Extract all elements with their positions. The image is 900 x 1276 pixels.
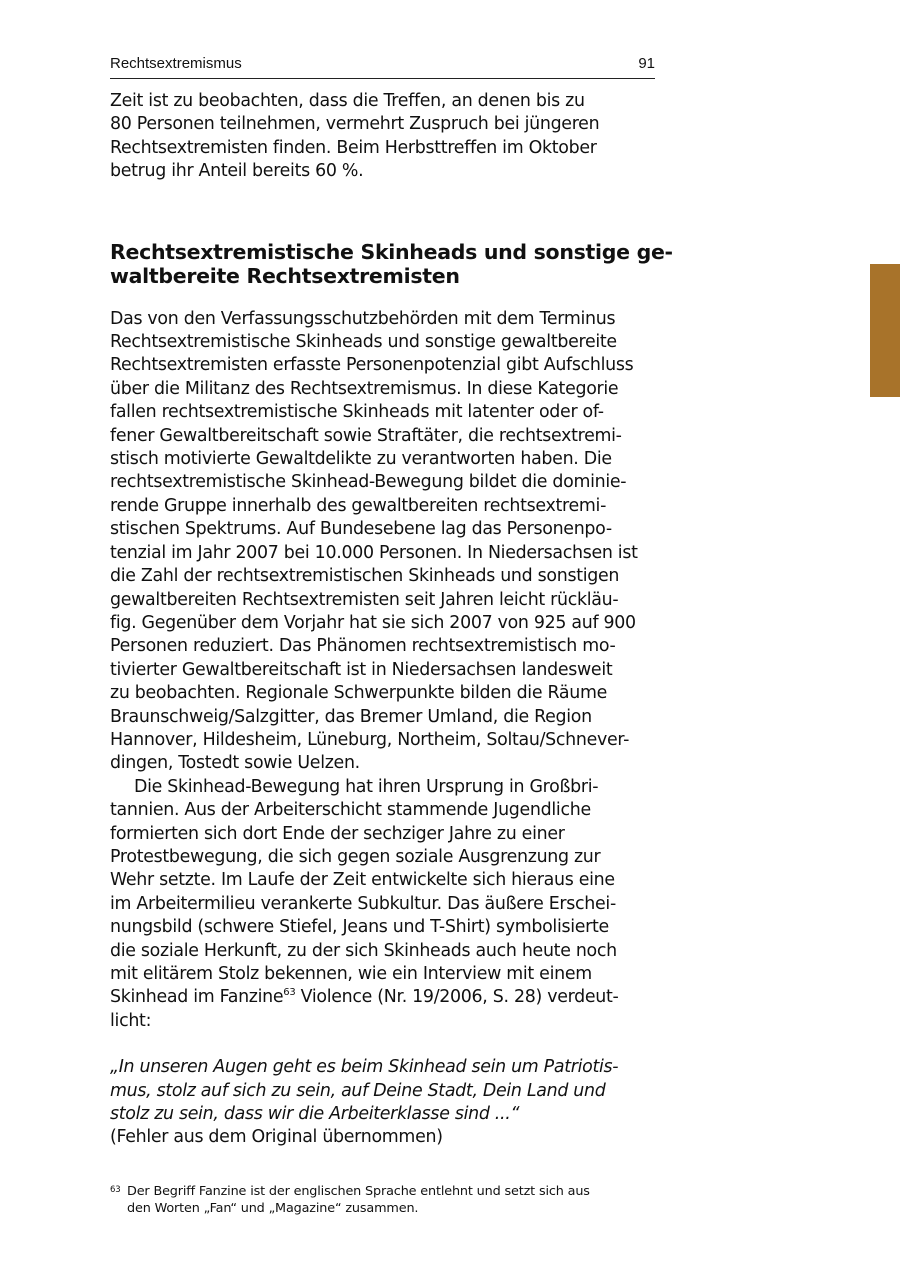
text-line: dingen, Tostedt sowie Uelzen.	[110, 753, 360, 774]
text-line: Personen reduziert. Das Phänomen rechtsextremistisch mo-	[110, 636, 616, 657]
text-line: fener Gewaltbereitschaft sowie Straftäter, die rechtsextremi-	[110, 425, 622, 446]
text-line: stisch motivierte Gewaltdelikte zu verantworten haben. Die	[110, 449, 612, 470]
text-line: Wehr setzte. Im Laufe der Zeit entwickelte sich hieraus eine	[110, 870, 615, 891]
text-line: im Arbeitermilieu verankerte Subkultur. Das äußere Erschei-	[110, 893, 616, 914]
text-line: Braunschweig/Salzgitter, das Bremer Umland, die Region	[110, 706, 592, 727]
footnote-number: 63	[110, 1185, 121, 1195]
section-heading	[110, 239, 673, 288]
body-paragraph-1	[110, 308, 655, 776]
footnote-line: den Worten „Fan“ und „Magazine“ zusammen.	[127, 1200, 419, 1216]
text-line: Protestbewegung, die sich gegen soziale Ausgrenzung zur	[110, 846, 601, 867]
text-line: rechtsextremistische Skinhead-Bewegung bildet die dominie-	[110, 472, 627, 493]
footnote	[110, 1184, 655, 1217]
text-line: Rechtsextremisten finden. Beim Herbsttreffen im Oktober	[110, 137, 597, 158]
text-line	[110, 986, 655, 1009]
text-line: Die Skinhead-Bewegung hat ihren Ursprung in Großbri-	[134, 776, 599, 797]
footnote-text	[127, 1184, 655, 1217]
running-header	[110, 54, 655, 79]
text-line: stischen Spektrums. Auf Bundesebene lag das Personenpo-	[110, 519, 612, 540]
quote-line: stolz zu sein, dass wir die Arbeiterklasse sind ...“	[110, 1104, 520, 1125]
text-line: betrug ihr Anteil bereits 60 %.	[110, 161, 364, 182]
text-line: tivierter Gewaltbereitschaft ist in Niedersachsen landesweit	[110, 659, 613, 680]
text-line: Rechtsextremistische Skinheads und sonstige gewaltbereite	[110, 332, 617, 353]
text-run: Skinhead im Fanzine	[110, 987, 284, 1008]
text-line: Das von den Verfassungsschutzbehörden mit dem Terminus	[110, 308, 616, 329]
quotation	[110, 1056, 655, 1126]
text-line: formierten sich dort Ende der sechziger Jahre zu einer	[110, 823, 565, 844]
quote-line: mus, stolz auf sich zu sein, auf Deine Stadt, Dein Land und	[110, 1080, 606, 1101]
intro-paragraph	[110, 90, 655, 184]
text-line: Hannover, Hildesheim, Lüneburg, Northeim, Soltau/Schnever-	[110, 729, 630, 750]
text-line: gewaltbereiten Rechtsextremisten seit Jahren leicht rückläu-	[110, 589, 619, 610]
footnote-reference[interactable]: 63	[283, 987, 296, 999]
text-run: Violence (Nr. 19/2006, S. 28) verdeut-	[295, 987, 619, 1008]
text-line: die Zahl der rechtsextremistischen Skinheads und sonstigen	[110, 566, 620, 587]
text-line: tannien. Aus der Arbeiterschicht stammende Jugendliche	[110, 800, 591, 821]
quote-line: „In unseren Augen geht es beim Skinhead sein um Patriotis-	[110, 1057, 619, 1078]
text-line: rende Gruppe innerhalb des gewaltbereiten rechtsextremi-	[110, 495, 607, 516]
text-line: tenzial im Jahr 2007 bei 10.000 Personen. In Niedersachsen ist	[110, 542, 638, 563]
footnote-line: Der Begriff Fanzine ist der englischen Sprache entlehnt und setzt sich aus	[127, 1184, 590, 1199]
heading-line: waltbereite Rechtsextremisten	[110, 263, 460, 288]
page-number: 91	[638, 55, 655, 72]
quote-note	[110, 1126, 655, 1149]
text-line: nungsbild (schwere Stiefel, Jeans und T-Shirt) symbolisierte	[110, 917, 609, 938]
text-line: Zeit ist zu beobachten, dass die Treffen, an denen bis zu	[110, 91, 585, 111]
text-line: die soziale Herkunft, zu der sich Skinheads auch heute noch	[110, 940, 617, 961]
running-title: Rechtsextremismus	[110, 55, 242, 72]
text-line: fig. Gegenüber dem Vorjahr hat sie sich 2007 von 925 auf 900	[110, 612, 636, 633]
text-line: (Fehler aus dem Original übernommen)	[110, 1127, 443, 1148]
text-line: über die Militanz des Rechtsextremismus. In diese Kategorie	[110, 378, 619, 399]
body-paragraph-2	[110, 776, 655, 1033]
heading-line: Rechtsextremistische Skinheads und sonstige ge-	[110, 239, 673, 264]
text-line: licht:	[110, 1010, 152, 1031]
text-line: Rechtsextremisten erfasste Personenpotenzial gibt Aufschluss	[110, 355, 634, 376]
text-line: mit elitärem Stolz bekennen, wie ein Interview mit einem	[110, 964, 592, 984]
text-line: zu beobachten. Regionale Schwerpunkte bilden die Räume	[110, 683, 607, 704]
page-body	[110, 90, 673, 1150]
text-line: fallen rechtsextremistische Skinheads mit latenter oder of-	[110, 402, 604, 423]
text-line: 80 Personen teilnehmen, vermehrt Zuspruch bei jüngeren	[110, 114, 600, 135]
chapter-thumb-tab	[870, 264, 900, 397]
